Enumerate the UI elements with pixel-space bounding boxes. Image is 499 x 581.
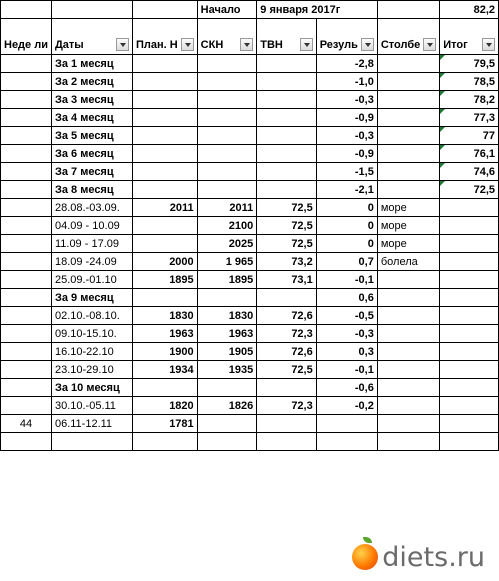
header-result-label: Резуль — [319, 39, 358, 51]
cell-skn[interactable] — [197, 91, 257, 109]
cell-itog-value: 77,3 — [473, 111, 495, 124]
cell-tvn[interactable] — [257, 73, 316, 91]
cell-tvn[interactable] — [257, 289, 316, 307]
cell-result[interactable]: 0,7 — [316, 253, 377, 271]
cell-start-date[interactable]: 9 января 2017г — [257, 1, 378, 19]
cell-itog[interactable] — [440, 55, 499, 73]
cell-tvn[interactable] — [257, 55, 316, 73]
cell-itog[interactable] — [440, 307, 499, 325]
cell-week[interactable] — [1, 433, 52, 451]
cell-itog[interactable] — [440, 253, 499, 271]
cell-plan[interactable]: 2000 — [132, 253, 197, 271]
cell-note[interactable] — [377, 325, 439, 343]
cell-note[interactable]: море — [377, 235, 439, 253]
error-indicator-icon — [440, 163, 445, 168]
cell-itog[interactable] — [440, 217, 499, 235]
cell-result[interactable]: -0,1 — [316, 271, 377, 289]
header-itog[interactable] — [440, 19, 499, 55]
cell-tvn[interactable] — [257, 163, 316, 181]
header-weeks[interactable] — [1, 19, 52, 55]
cell-plan[interactable]: 2011 — [132, 199, 197, 217]
cell-note[interactable] — [377, 271, 439, 289]
cell-plan[interactable] — [132, 163, 197, 181]
cell-itog[interactable] — [440, 109, 499, 127]
table-row — [1, 181, 499, 199]
cell-itog[interactable] — [440, 235, 499, 253]
cell-itog[interactable] — [440, 379, 499, 397]
cell-plan[interactable]: 1781 — [132, 415, 197, 433]
cell-plan[interactable] — [132, 127, 197, 145]
cell-note[interactable] — [377, 361, 439, 379]
cell-tvn[interactable] — [257, 109, 316, 127]
header-dates[interactable] — [51, 19, 132, 55]
cell-note[interactable]: море — [377, 217, 439, 235]
cell-note[interactable] — [377, 397, 439, 415]
cell-week[interactable] — [1, 271, 52, 289]
cell-plan[interactable]: 1820 — [132, 397, 197, 415]
cell-dates[interactable]: 25.09.-01.10 — [51, 271, 132, 289]
cell-result[interactable]: -0,9 — [316, 145, 377, 163]
filter-dropdown-icon[interactable] — [482, 38, 495, 51]
apple-icon — [352, 544, 378, 570]
cell-week[interactable] — [1, 91, 52, 109]
cell-plan[interactable]: 1963 — [132, 325, 197, 343]
table-row — [1, 199, 499, 217]
cell-empty[interactable] — [51, 1, 132, 19]
cell-result[interactable]: 0,3 — [316, 343, 377, 361]
cell-itog-value: 74,6 — [473, 165, 495, 178]
cell-result[interactable]: -0,2 — [316, 397, 377, 415]
cell-dates[interactable] — [51, 433, 132, 451]
cell-skn[interactable] — [197, 145, 257, 163]
header-plan[interactable] — [132, 19, 197, 55]
cell-result[interactable]: -0,5 — [316, 307, 377, 325]
cell-dates[interactable]: 02.10.-08.10. — [51, 307, 132, 325]
cell-skn[interactable] — [197, 73, 257, 91]
table-row — [1, 217, 499, 235]
cell-tvn[interactable]: 72,5 — [257, 361, 316, 379]
cell-result[interactable]: 0 — [316, 235, 377, 253]
table-row — [1, 163, 499, 181]
table-row — [1, 271, 499, 289]
cell-note[interactable] — [377, 91, 439, 109]
cell-skn[interactable] — [197, 163, 257, 181]
cell-dates[interactable]: За 3 месяц — [51, 91, 132, 109]
cell-dates[interactable]: За 6 месяц — [51, 145, 132, 163]
cell-note[interactable] — [377, 55, 439, 73]
cell-itog[interactable] — [440, 271, 499, 289]
cell-itog-value: 72,5 — [473, 183, 495, 196]
table-row — [1, 397, 499, 415]
error-indicator-icon — [440, 109, 445, 114]
cell-dates[interactable]: За 10 месяц — [51, 379, 132, 397]
cell-week[interactable] — [1, 73, 52, 91]
cell-dates[interactable]: За 4 месяц — [51, 109, 132, 127]
logo-text: diets.ru — [382, 541, 485, 573]
cell-week[interactable] — [1, 235, 52, 253]
cell-result[interactable]: 0,6 — [316, 289, 377, 307]
cell-tvn[interactable] — [257, 91, 316, 109]
cell-tvn[interactable]: 72,3 — [257, 325, 316, 343]
cell-dates[interactable]: 09.10-15.10. — [51, 325, 132, 343]
cell-skn[interactable]: 1905 — [197, 343, 257, 361]
cell-plan[interactable] — [132, 217, 197, 235]
table-row — [1, 73, 499, 91]
cell-note[interactable] — [377, 289, 439, 307]
cell-week[interactable] — [1, 343, 52, 361]
cell-dates[interactable]: За 9 месяц — [51, 289, 132, 307]
diets-logo — [352, 539, 485, 575]
cell-week[interactable] — [1, 307, 52, 325]
cell-itog[interactable] — [440, 289, 499, 307]
cell-plan[interactable]: 1830 — [132, 307, 197, 325]
cell-dates[interactable]: 11.09 - 17.09 — [51, 235, 132, 253]
cell-skn[interactable]: 1935 — [197, 361, 257, 379]
cell-dates[interactable]: 16.10-22.10 — [51, 343, 132, 361]
header-col-label: Столбе — [380, 39, 421, 51]
header-tvn-label: ТВН — [260, 39, 283, 51]
cell-week[interactable] — [1, 379, 52, 397]
table-row — [1, 433, 499, 451]
cell-plan[interactable]: 1934 — [132, 361, 197, 379]
cell-tvn[interactable]: 72,3 — [257, 397, 316, 415]
cell-skn[interactable]: 1826 — [197, 397, 257, 415]
cell-week[interactable] — [1, 397, 52, 415]
cell-skn[interactable]: 2100 — [197, 217, 257, 235]
cell-tvn[interactable]: 73,1 — [257, 271, 316, 289]
header-col[interactable] — [377, 19, 439, 55]
table-row — [1, 145, 499, 163]
cell-tvn[interactable] — [257, 127, 316, 145]
cell-plan[interactable] — [132, 433, 197, 451]
cell-skn[interactable] — [197, 127, 257, 145]
cell-plan[interactable] — [132, 55, 197, 73]
cell-plan[interactable]: 1895 — [132, 271, 197, 289]
table-row — [1, 109, 499, 127]
cell-itog-value: 79,5 — [473, 57, 495, 70]
header-itog-label: Итог — [443, 39, 468, 51]
cell-result[interactable]: 0 — [316, 217, 377, 235]
cell-note[interactable] — [377, 433, 439, 451]
filter-dropdown-icon[interactable] — [240, 38, 253, 51]
cell-itog[interactable] — [440, 397, 499, 415]
cell-skn[interactable] — [197, 55, 257, 73]
cell-itog[interactable] — [440, 325, 499, 343]
header-plan-label: План. Н — [135, 39, 178, 51]
cell-tvn[interactable] — [257, 181, 316, 199]
error-indicator-icon — [440, 55, 445, 60]
error-indicator-icon — [440, 91, 445, 96]
header-skn[interactable] — [197, 19, 257, 55]
header-skn-label: СКН — [200, 39, 224, 51]
cell-note[interactable] — [377, 73, 439, 91]
cell-note[interactable]: болела — [377, 253, 439, 271]
cell-dates[interactable]: За 7 месяц — [51, 163, 132, 181]
cell-skn[interactable]: 1 965 — [197, 253, 257, 271]
cell-itog-value: 78,5 — [473, 75, 495, 88]
cell-start-value[interactable]: 82,2 — [440, 1, 499, 19]
cell-itog[interactable] — [440, 343, 499, 361]
cell-skn[interactable]: 2025 — [197, 235, 257, 253]
cell-skn[interactable] — [197, 379, 257, 397]
cell-skn[interactable] — [197, 109, 257, 127]
cell-skn[interactable] — [197, 415, 257, 433]
cell-result[interactable]: -2,8 — [316, 55, 377, 73]
cell-note[interactable] — [377, 415, 439, 433]
cell-tvn[interactable]: 72,6 — [257, 307, 316, 325]
cell-itog[interactable] — [440, 199, 499, 217]
cell-dates[interactable]: 04.09 - 10.09 — [51, 217, 132, 235]
cell-tvn[interactable]: 72,6 — [257, 343, 316, 361]
cell-empty[interactable] — [132, 1, 197, 19]
cell-result[interactable]: -1,0 — [316, 73, 377, 91]
cell-dates[interactable]: За 1 месяц — [51, 55, 132, 73]
cell-week[interactable] — [1, 199, 52, 217]
table-row — [1, 343, 499, 361]
cell-tvn[interactable] — [257, 415, 316, 433]
cell-tvn[interactable]: 73,2 — [257, 253, 316, 271]
cell-dates[interactable]: 18.09 -24.09 — [51, 253, 132, 271]
cell-result[interactable]: -0,6 — [316, 379, 377, 397]
error-indicator-icon — [440, 181, 445, 186]
cell-week[interactable] — [1, 361, 52, 379]
cell-result[interactable]: -0,3 — [316, 91, 377, 109]
cell-dates[interactable]: За 5 месяц — [51, 127, 132, 145]
cell-skn[interactable] — [197, 289, 257, 307]
cell-week[interactable] — [1, 289, 52, 307]
filter-dropdown-icon[interactable] — [423, 38, 436, 51]
cell-itog[interactable] — [440, 415, 499, 433]
cell-empty[interactable] — [1, 1, 52, 19]
table-row — [1, 379, 499, 397]
filter-dropdown-icon[interactable] — [300, 38, 313, 51]
cell-result[interactable]: -0,1 — [316, 361, 377, 379]
table-row — [1, 307, 499, 325]
cell-tvn[interactable]: 72,5 — [257, 217, 316, 235]
cell-week[interactable] — [1, 181, 52, 199]
cell-itog[interactable] — [440, 181, 499, 199]
cell-plan[interactable] — [132, 379, 197, 397]
cell-itog[interactable] — [440, 73, 499, 91]
header-tvn[interactable] — [257, 19, 316, 55]
cell-plan[interactable] — [132, 73, 197, 91]
cell-skn[interactable]: 1830 — [197, 307, 257, 325]
cell-itog[interactable] — [440, 361, 499, 379]
cell-week[interactable] — [1, 127, 52, 145]
header-weeks-label: Неде ли — [4, 39, 48, 51]
cell-itog[interactable] — [440, 163, 499, 181]
filter-dropdown-icon[interactable] — [116, 38, 129, 51]
cell-result[interactable]: -0,3 — [316, 127, 377, 145]
cell-skn[interactable] — [197, 433, 257, 451]
cell-dates[interactable]: 06.11-12.11 — [51, 415, 132, 433]
cell-start-label[interactable]: Начало — [197, 1, 257, 19]
cell-itog-value: 77 — [482, 129, 495, 142]
cell-empty[interactable] — [377, 1, 439, 19]
table-row — [1, 361, 499, 379]
cell-week[interactable] — [1, 325, 52, 343]
cell-week[interactable] — [1, 253, 52, 271]
header-dates-label: Даты — [54, 39, 84, 51]
cell-note[interactable] — [377, 145, 439, 163]
cell-plan[interactable] — [132, 109, 197, 127]
cell-skn[interactable]: 2011 — [197, 199, 257, 217]
table-row — [1, 55, 499, 73]
cell-itog[interactable] — [440, 91, 499, 109]
cell-week[interactable]: 44 — [1, 415, 52, 433]
error-indicator-icon — [440, 73, 445, 78]
cell-plan[interactable] — [132, 289, 197, 307]
cell-skn[interactable] — [197, 181, 257, 199]
cell-dates[interactable]: За 2 месяц — [51, 73, 132, 91]
table-row — [1, 253, 499, 271]
cell-note[interactable]: море — [377, 199, 439, 217]
cell-itog-value: 78,2 — [473, 93, 495, 106]
cell-note[interactable] — [377, 307, 439, 325]
cell-tvn[interactable]: 72,5 — [257, 199, 316, 217]
cell-result[interactable] — [316, 415, 377, 433]
cell-plan[interactable] — [132, 235, 197, 253]
cell-plan[interactable] — [132, 91, 197, 109]
cell-skn[interactable]: 1895 — [197, 271, 257, 289]
cell-result[interactable] — [316, 433, 377, 451]
cell-note[interactable] — [377, 343, 439, 361]
cell-result[interactable]: -0,3 — [316, 325, 377, 343]
table-row — [1, 91, 499, 109]
cell-note[interactable] — [377, 127, 439, 145]
table-row — [1, 127, 499, 145]
cell-note[interactable] — [377, 379, 439, 397]
filter-dropdown-icon[interactable] — [361, 38, 374, 51]
cell-plan[interactable] — [132, 181, 197, 199]
cell-week[interactable] — [1, 55, 52, 73]
cell-note[interactable] — [377, 181, 439, 199]
cell-skn[interactable]: 1963 — [197, 325, 257, 343]
cell-tvn[interactable] — [257, 433, 316, 451]
cell-itog-value: 76,1 — [473, 147, 495, 160]
cell-note[interactable] — [377, 109, 439, 127]
header-result[interactable] — [316, 19, 377, 55]
cell-plan[interactable]: 1900 — [132, 343, 197, 361]
filter-dropdown-icon[interactable] — [181, 38, 194, 51]
cell-tvn[interactable] — [257, 379, 316, 397]
cell-dates[interactable]: За 8 месяц — [51, 181, 132, 199]
cell-week[interactable] — [1, 145, 52, 163]
cell-dates[interactable]: 28.08.-03.09. — [51, 199, 132, 217]
cell-result[interactable]: -1,5 — [316, 163, 377, 181]
error-indicator-icon — [440, 145, 445, 150]
cell-itog[interactable] — [440, 433, 499, 451]
cell-itog[interactable] — [440, 145, 499, 163]
cell-dates[interactable]: 23.10-29.10 — [51, 361, 132, 379]
cell-result[interactable]: 0 — [316, 199, 377, 217]
cell-plan[interactable] — [132, 145, 197, 163]
table-row — [1, 235, 499, 253]
cell-note[interactable] — [377, 163, 439, 181]
table-row — [1, 415, 499, 433]
table-row — [1, 289, 499, 307]
cell-week[interactable] — [1, 163, 52, 181]
cell-tvn[interactable] — [257, 145, 316, 163]
cell-itog[interactable] — [440, 127, 499, 145]
error-indicator-icon — [440, 127, 445, 132]
cell-week[interactable] — [1, 217, 52, 235]
cell-week[interactable] — [1, 109, 52, 127]
cell-result[interactable]: -2,1 — [316, 181, 377, 199]
cell-result[interactable]: -0,9 — [316, 109, 377, 127]
cell-dates[interactable]: 30.10.-05.11 — [51, 397, 132, 415]
table-row — [1, 325, 499, 343]
cell-tvn[interactable]: 72,5 — [257, 235, 316, 253]
